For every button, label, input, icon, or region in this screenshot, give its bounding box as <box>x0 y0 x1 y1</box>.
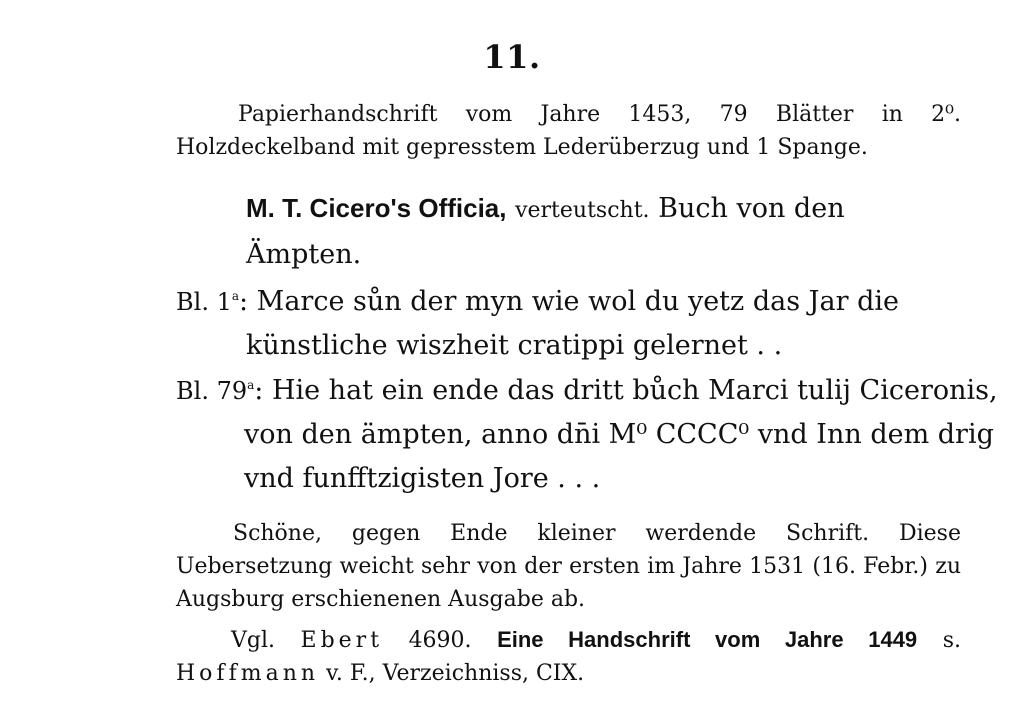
explicit-folio-label: Bl. 79 <box>176 377 248 405</box>
incipit-folio-label: Bl. 1 <box>176 288 232 316</box>
work-subtitle: Buch von den Ämpten. <box>246 193 845 270</box>
entry-number: 11. <box>483 38 541 76</box>
reference-author-ebert: Ebert <box>300 628 384 653</box>
reference-remark <box>176 623 961 690</box>
manuscript-description: Papierhandschrift vom Jahre 1453, 79 Blätter in 2⁰. Holzdeckelband mit gepresstem Lederüberzug und 1 Spange. <box>176 102 961 160</box>
incipit-folio-sup: a <box>231 289 239 303</box>
explicit-folio-sup: a <box>247 378 255 392</box>
incipit-text: : Marce sůn der myn wie wol du yetz das Jar die künstliche wiszheit cratippi gelernet . . <box>239 286 899 361</box>
reference-author-hoffmann: Hoffmann <box>176 661 320 686</box>
work-title-block <box>246 186 961 277</box>
reference-end: v. F., Verzeichniss, CIX. <box>326 661 585 686</box>
work-title-note: verteutscht. <box>515 198 650 223</box>
explicit-quote <box>176 369 1024 501</box>
reference-s: s. <box>942 628 961 653</box>
incipit-quote <box>176 280 1024 368</box>
reference-prefix: Vgl. <box>231 628 275 653</box>
reference-bold-note: Eine Handschrift vom Jahre 1449 <box>497 627 918 652</box>
reference-number: 4690. <box>408 628 472 653</box>
explicit-text: : Hie hat ein ende das dritt bůch Marci tulij Ciceronis, von den ämpten, anno dn̄i M⁰ CCCC⁰ vnd Inn dem drig vnd funfftzigisten Jore . . . <box>244 375 998 494</box>
work-title: M. T. Cicero's Officia, <box>246 193 507 223</box>
script-remark: Schöne, gegen Ende kleiner werdende Schrift. Diese Uebersetzung weicht sehr von der ersten im Jahre 1531 (16. Febr.) zu Augsburg erschienenen Ausgabe ab. <box>176 521 961 612</box>
